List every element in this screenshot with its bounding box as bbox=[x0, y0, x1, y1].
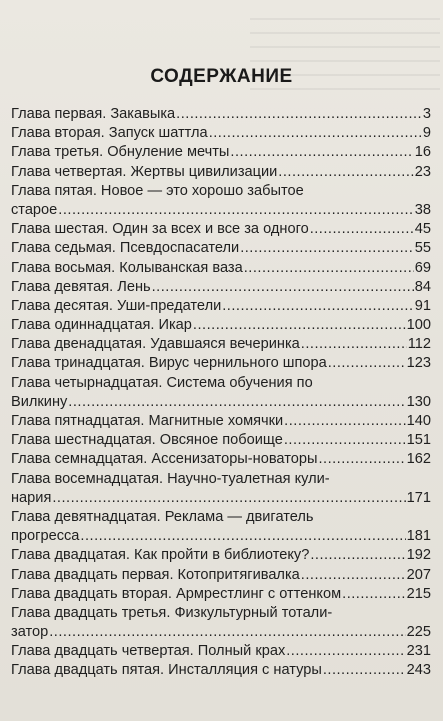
toc-line: Глава седьмая. Псевдоспасатели ..... 55 bbox=[11, 239, 431, 258]
table-of-contents bbox=[11, 105, 431, 681]
page-number: 55 bbox=[414, 240, 431, 257]
dot-leader bbox=[176, 105, 422, 124]
dot-leader bbox=[318, 450, 405, 469]
dot-leader bbox=[222, 297, 414, 316]
toc-line: Глава двадцать вторая. Армрестлинг с оттенком ..... 215 bbox=[11, 585, 431, 604]
toc-line: Глава десятая. Уши-предатели ..... 91 bbox=[11, 297, 431, 316]
toc-line: Глава двадцать пятая. Инсталляция с натуры ..... 243 bbox=[11, 661, 431, 680]
dot-leader bbox=[328, 354, 406, 373]
toc-line: Глава одиннадцатая. Икар ..... 100 bbox=[11, 316, 431, 335]
page-number: 69 bbox=[414, 259, 431, 276]
page-number: 181 bbox=[406, 528, 431, 545]
page-title: СОДЕРЖАНИЕ bbox=[150, 66, 293, 87]
dot-leader bbox=[80, 527, 405, 546]
page-number: 45 bbox=[414, 221, 431, 238]
page-number: 100 bbox=[406, 317, 431, 334]
page-number: 112 bbox=[407, 336, 431, 353]
page-number: 130 bbox=[406, 393, 431, 410]
toc-line: Глава шестнадцатая. Овсяное побоище ..... 151 bbox=[11, 431, 431, 450]
dot-leader bbox=[240, 239, 414, 258]
dot-leader bbox=[278, 163, 413, 182]
toc-line: нария ..... 171 bbox=[11, 489, 431, 508]
toc-line: старое ..... 38 bbox=[11, 201, 431, 220]
dot-leader bbox=[310, 546, 405, 565]
toc-line: Глава тринадцатая. Вирус чернильного шпора ..... 123 bbox=[11, 354, 431, 373]
toc-line: Глава пятая. Новое — это хорошо забытое bbox=[11, 182, 304, 199]
page-number: 16 bbox=[414, 144, 431, 161]
dot-leader bbox=[152, 278, 414, 297]
toc-line: Глава четвертая. Жертвы цивилизации ..... 23 bbox=[11, 163, 431, 182]
dot-leader bbox=[193, 316, 406, 335]
toc-line: Глава восьмая. Колыванская ваза ..... 69 bbox=[11, 259, 431, 278]
page-number: 91 bbox=[414, 297, 431, 314]
dot-leader bbox=[209, 124, 422, 143]
page-number: 243 bbox=[406, 662, 431, 679]
dot-leader bbox=[301, 335, 407, 354]
page-number: 171 bbox=[406, 489, 431, 506]
page-number: 9 bbox=[422, 125, 431, 142]
dot-leader bbox=[310, 220, 414, 239]
page-number: 123 bbox=[406, 355, 431, 372]
toc-line: прогресса ..... 181 bbox=[11, 527, 431, 546]
toc-line: Глава девятнадцатая. Реклама — двигатель bbox=[11, 508, 314, 525]
dot-leader bbox=[284, 431, 406, 450]
toc-line: Глава пятнадцатая. Магнитные хомячки ..... 140 bbox=[11, 412, 431, 431]
page-number: 215 bbox=[406, 585, 431, 602]
toc-line: Глава третья. Обнуление мечты ..... 16 bbox=[11, 143, 431, 162]
toc-line: Глава первая. Закавыка ..... 3 bbox=[11, 105, 431, 124]
page-number: 225 bbox=[406, 624, 431, 641]
page-number: 151 bbox=[406, 432, 431, 449]
dot-leader bbox=[52, 489, 405, 508]
toc-line: Глава восемнадцатая. Научно-туалетная кули- bbox=[11, 470, 330, 487]
page-number: 192 bbox=[406, 547, 431, 564]
dot-leader bbox=[230, 143, 413, 162]
page-number: 231 bbox=[406, 643, 431, 660]
page-number: 3 bbox=[422, 106, 431, 122]
toc-line: Глава двадцать четвертая. Полный крах ..... 231 bbox=[11, 642, 431, 661]
toc-line: Глава двадцатая. Как пройти в библиотеку? ..... 192 bbox=[11, 546, 431, 565]
toc-line: Глава двадцать первая. Котопритягивалка ..... 207 bbox=[11, 566, 431, 585]
page-number: 140 bbox=[406, 413, 431, 429]
page-number: 84 bbox=[414, 278, 431, 295]
toc-line: Глава четырнадцатая. Система обучения по bbox=[11, 374, 313, 391]
toc-line: Глава вторая. Запуск шаттла ..... 9 bbox=[11, 124, 431, 143]
toc-line: Глава шестая. Один за всех и все за одного ..... 45 bbox=[11, 220, 431, 239]
dot-leader bbox=[49, 623, 405, 642]
dot-leader bbox=[68, 393, 405, 412]
dot-leader bbox=[342, 585, 406, 604]
toc-line: Вилкину ..... 130 bbox=[11, 393, 431, 412]
page-number: 23 bbox=[414, 163, 431, 180]
dot-leader bbox=[301, 566, 406, 585]
toc-line: Глава девятая. Лень ..... 84 bbox=[11, 278, 431, 297]
dot-leader bbox=[244, 259, 414, 278]
toc-line: Глава двенадцатая. Удавшаяся вечеринка ..... 112 bbox=[11, 335, 431, 354]
page-number: 162 bbox=[406, 451, 431, 468]
dot-leader bbox=[286, 642, 405, 661]
dot-leader bbox=[284, 412, 405, 431]
dot-leader bbox=[323, 661, 406, 680]
page-number: 207 bbox=[406, 566, 431, 583]
toc-line: Глава семнадцатая. Ассенизаторы-новаторы ..... 162 bbox=[11, 450, 431, 469]
toc-line: Глава двадцать третья. Физкультурный тотали- bbox=[11, 604, 333, 621]
toc-line: затор ..... 225 bbox=[11, 623, 431, 642]
dot-leader bbox=[58, 201, 413, 220]
page-number: 38 bbox=[414, 201, 431, 218]
